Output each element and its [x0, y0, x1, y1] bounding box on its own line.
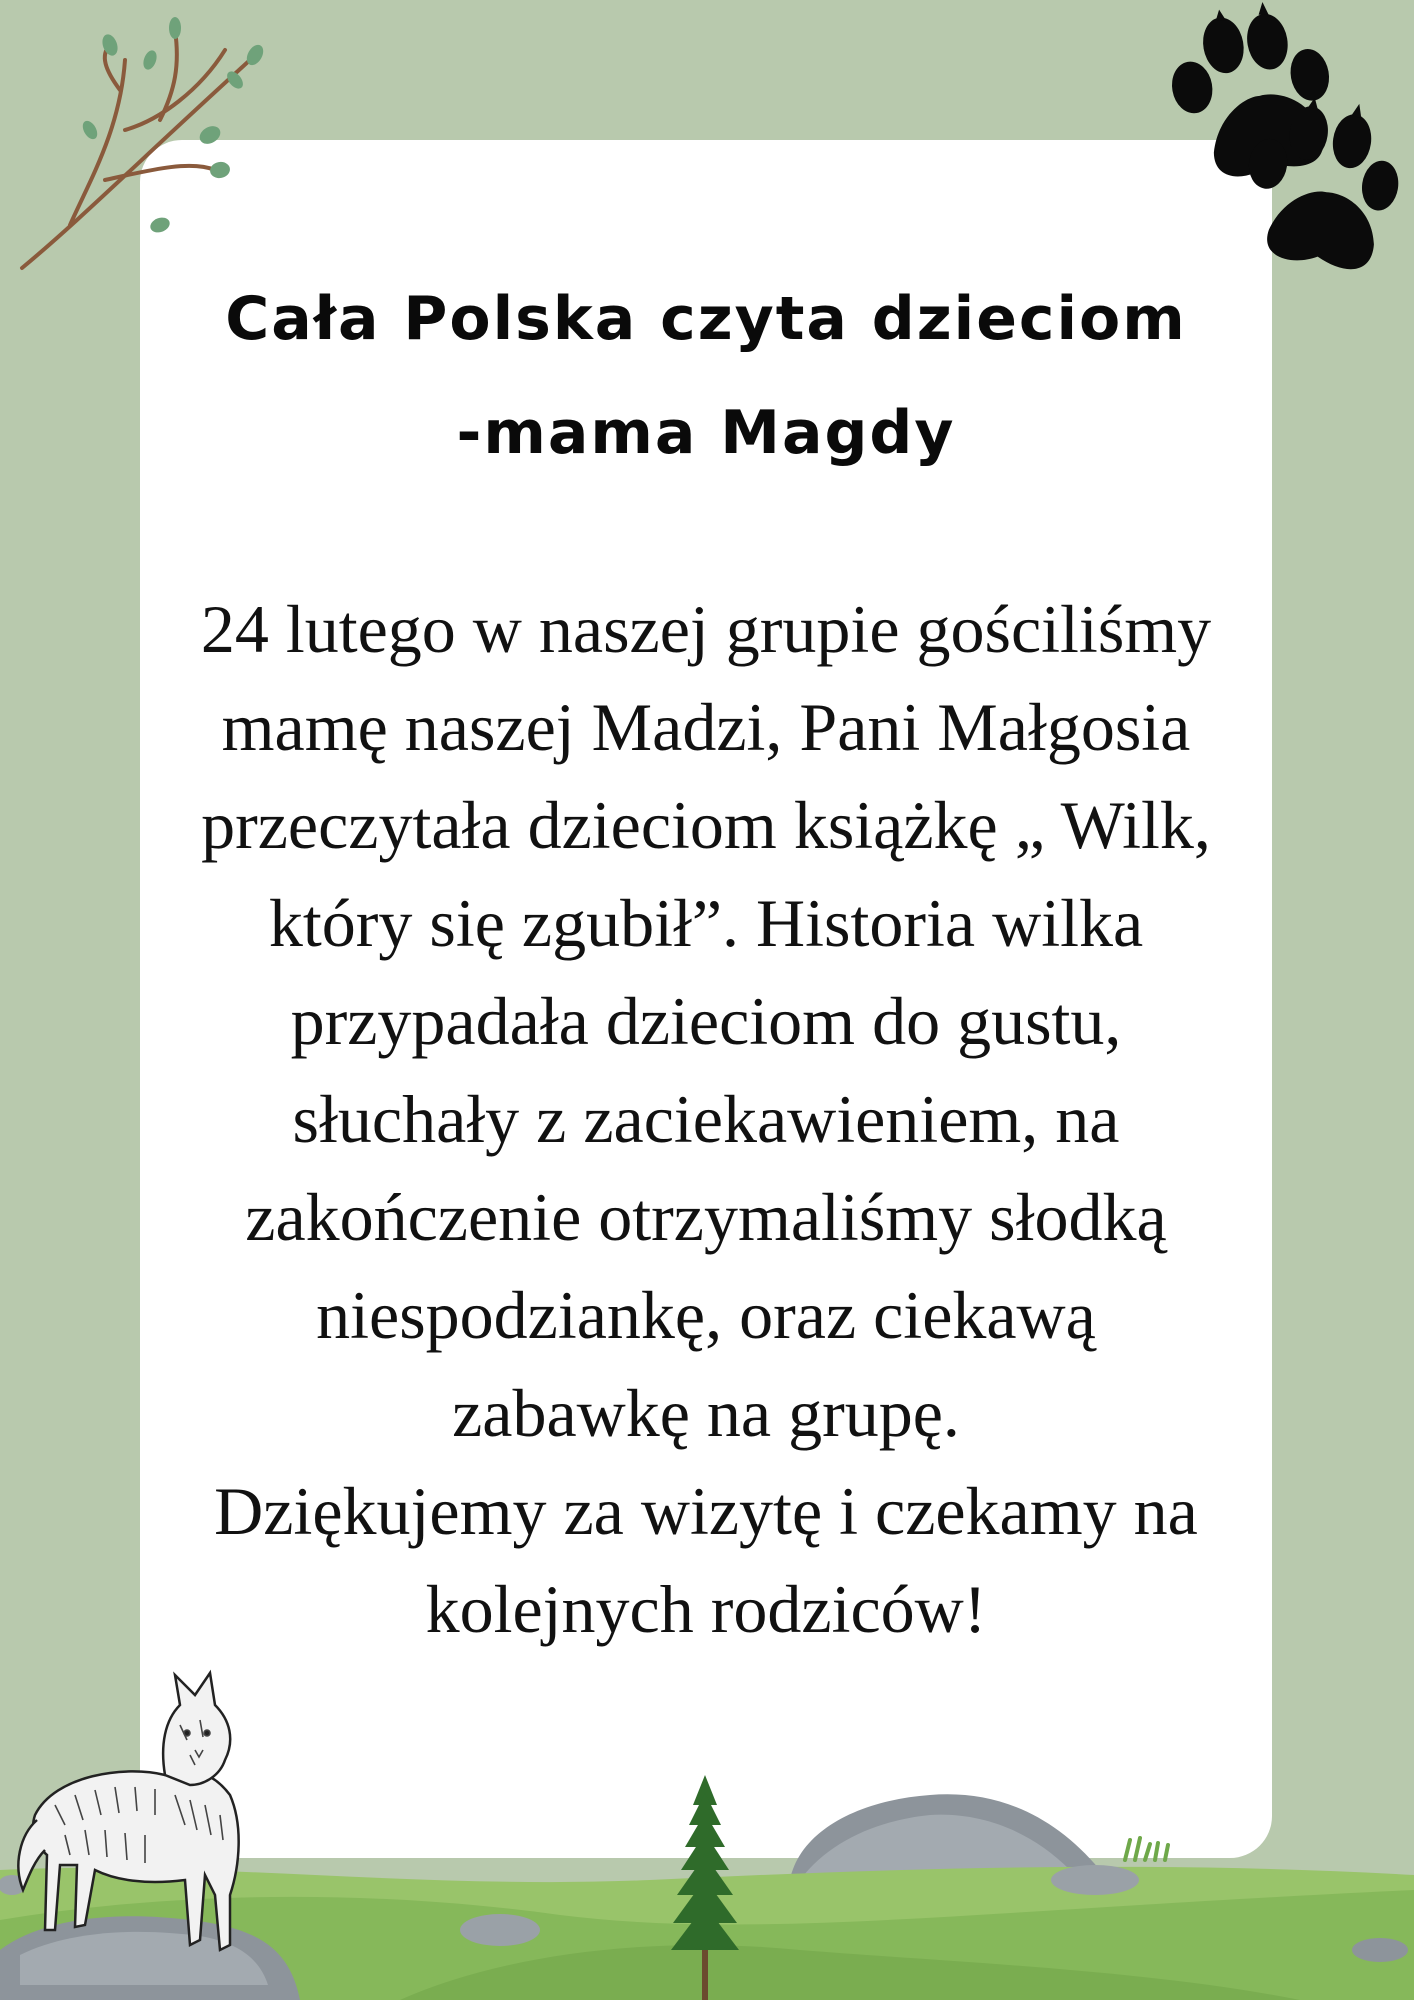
body-line: Dziękujemy za wizytę i czekamy na — [214, 1473, 1198, 1549]
body-paragraph — [140, 580, 1272, 1658]
body-line: przypadała dzieciom do gustu, — [290, 983, 1122, 1059]
body-line: przeczytała dzieciom książkę „ Wilk, — [201, 787, 1211, 863]
body-line: 24 lutego w naszej grupie gościliśmy — [200, 591, 1212, 667]
body-line: słuchały z zaciekawieniem, na — [292, 1081, 1120, 1157]
page-title — [140, 262, 1272, 490]
body-line: który się zgubił”. Historia wilka — [268, 885, 1144, 961]
title-line-1: Cała Polska czyta dzieciom — [225, 284, 1187, 354]
title-line-2: -mama Magdy — [456, 398, 956, 468]
branch-icon — [10, 10, 270, 280]
body-line: zakończenie otrzymaliśmy słodką — [245, 1179, 1167, 1255]
body-line: kolejnych rodziców! — [425, 1571, 987, 1647]
wolf-illustration — [15, 1665, 275, 1965]
body-line: mamę naszej Madzi, Pani Małgosia — [221, 689, 1191, 765]
body-line: niespodziankę, oraz ciekawą — [316, 1277, 1096, 1353]
paw-print-icon — [1070, 0, 1414, 290]
spruce-tree-icon — [665, 1775, 745, 2000]
body-line: zabawkę na grupę. — [452, 1375, 960, 1451]
